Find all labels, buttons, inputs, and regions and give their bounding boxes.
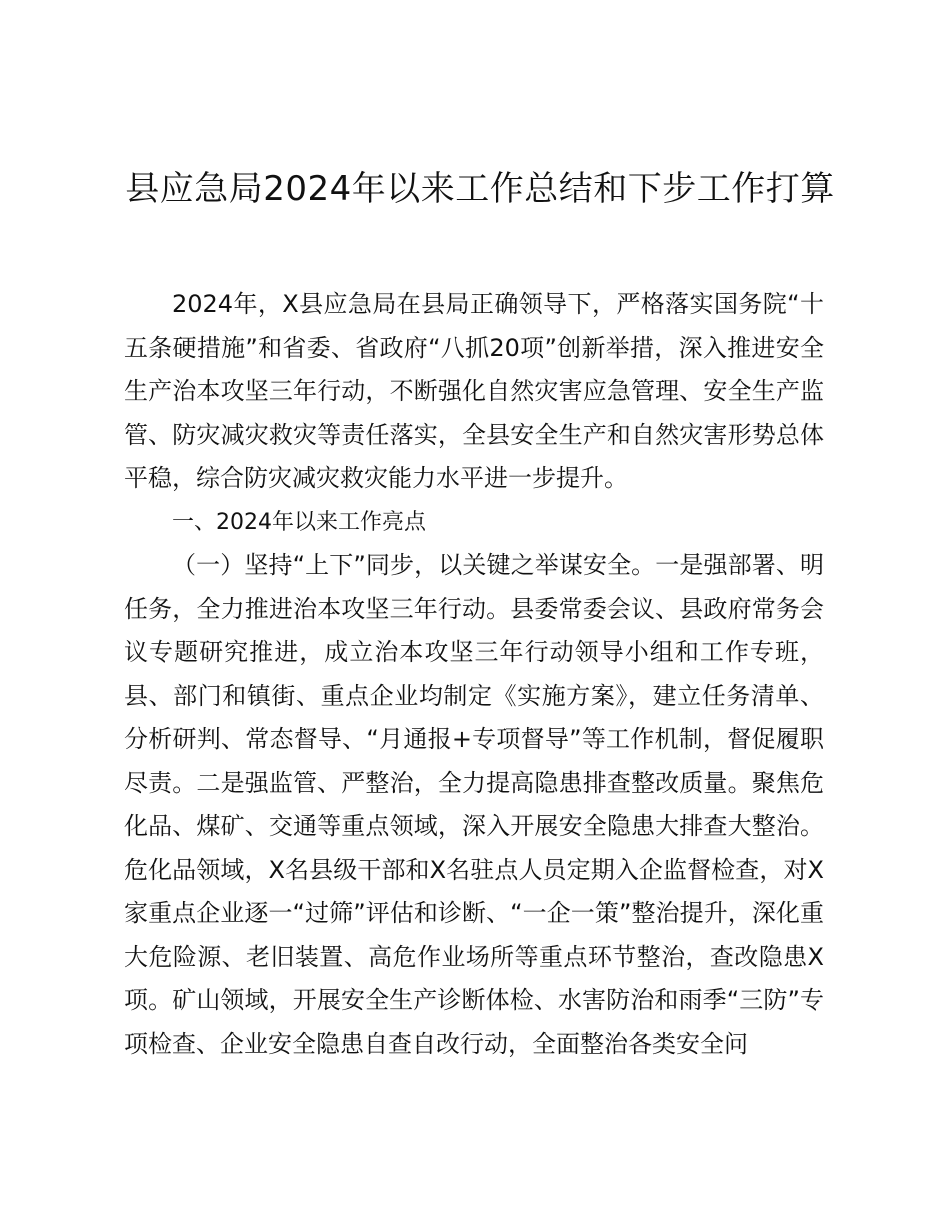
- section-heading: 一、2024年以来工作亮点: [172, 509, 426, 535]
- document-title: 县应急局2024年以来工作总结和下步工作打算: [125, 169, 835, 209]
- intro-paragraph: 2024年，X县应急局在县局正确领导下，严格落实国务院“十五条硬措施”和省委、省政府“八抓20项”创新举措，深入推进安全生产治本攻坚三年行动，不断强化自然灾害应急管理、安全生产监管、防灾减灾救灾等责任落实，全县安全生产和自然灾害形势总体平稳，综合防灾减灾救灾能力水平进一步提升。: [124, 290, 824, 492]
- document-body: [124, 283, 824, 1066]
- section-paragraph: （一）坚持“上下”同步，以关键之举谋安全。一是强部署、明任务，全力推进治本攻坚三年行动。县委常委会议、县政府常务会议专题研究推进，成立治本攻坚三年行动领导小组和工作专班，县、部门和镇街、重点企业均制定《实施方案》，建立任务清单、分析研判、常态督导、“月通报+专项督导”等工作机制，督促履职尽责。二是强监管、严整治，全力提高隐患排查整改质量。聚焦危化品、煤矿、交通等重点领域，深入开展安全隐患大排查大整治。危化品领域，X名县级干部和X名驻点人员定期入企监督检查，对X家重点企业逐一“过筛”评估和诊断、“一企一策”整治提升，深化重大危险源、老旧装置、高危作业场所等重点环节整治，查改隐患X项。矿山领域，开展安全生产诊断体检、水害防治和雨季“三防”专项检查、企业安全隐患自查自改行动，全面整治各类安全问: [124, 551, 824, 1058]
